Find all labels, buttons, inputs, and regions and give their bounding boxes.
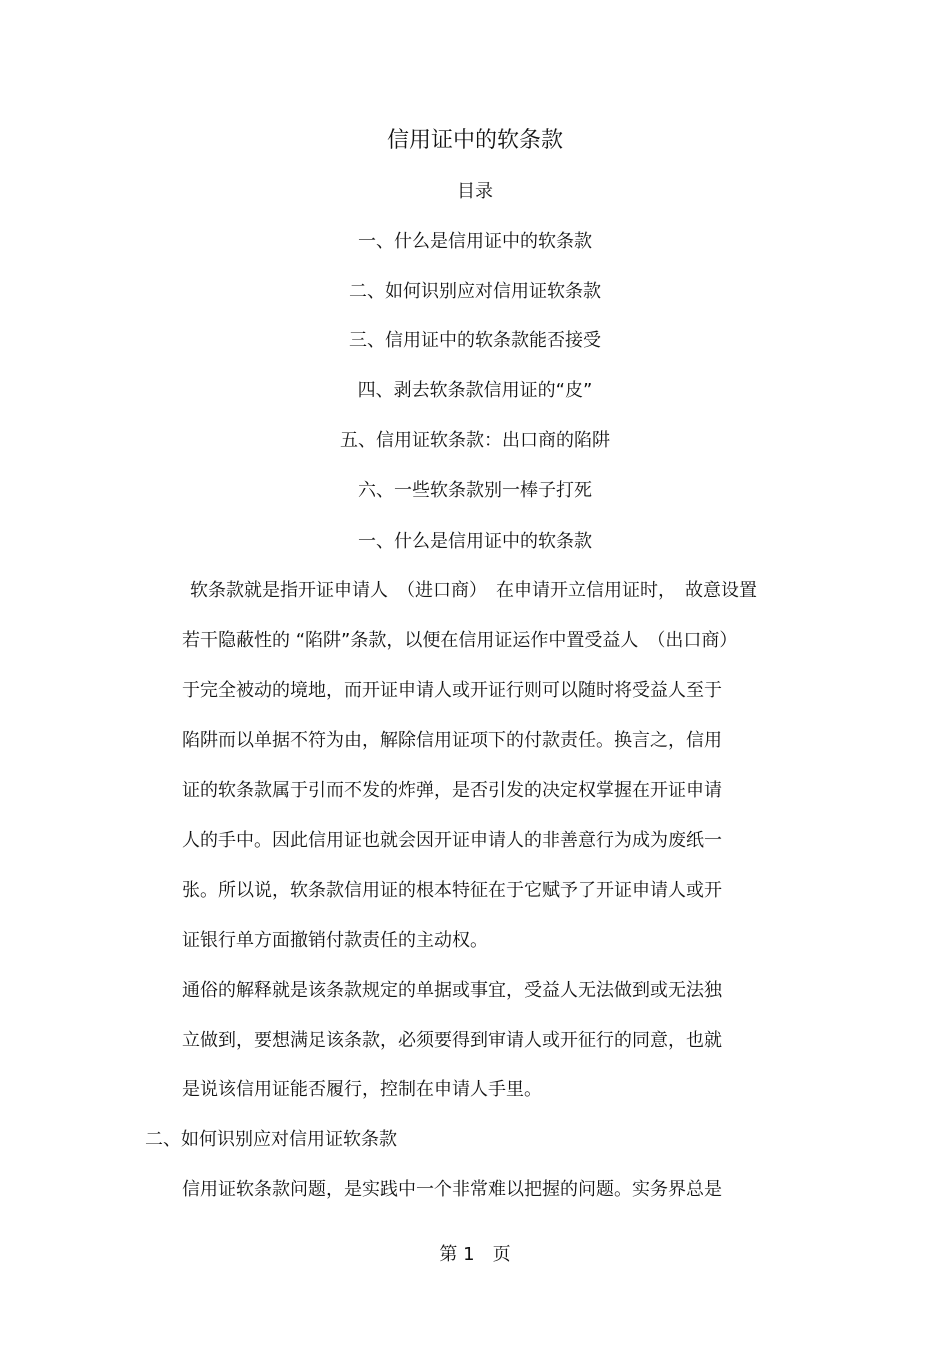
- toc-item-3: 三、信用证中的软条款能否接受: [349, 330, 601, 351]
- document-title: 信用证中的软条款: [386, 128, 563, 153]
- paragraph-1-line-1: 软条款就是指开证申请人 （进口商） 在申请开立信用证时， 故意设置: [190, 580, 757, 601]
- toc-heading: 目录: [457, 181, 493, 202]
- toc-item-2: 二、如何识别应对信用证软条款: [349, 281, 601, 302]
- section-2-heading: 二、如何识别应对信用证软条款: [145, 1129, 397, 1150]
- toc-item-4: 四、剥去软条款信用证的“皮”: [357, 380, 593, 401]
- section-1-heading: 一、什么是信用证中的软条款: [358, 531, 592, 552]
- paragraph-1-line-4: 陷阱而以单据不符为由，解除信用证项下的付款责任。换言之，信用: [182, 730, 722, 751]
- paragraph-1-line-2: 若干隐蔽性的 “陷阱”条款，以便在信用证运作中置受益人 （出口商）: [182, 630, 738, 651]
- page-number-footer: 第 1 页: [439, 1244, 511, 1265]
- paragraph-1-line-7: 张。所以说，软条款信用证的根本特征在于它赋予了开证申请人或开: [182, 880, 722, 901]
- paragraph-2-line-3: 是说该信用证能否履行，控制在申请人手里。: [182, 1079, 542, 1100]
- paragraph-1-line-8: 证银行单方面撤销付款责任的主动权。: [182, 930, 488, 951]
- toc-item-1: 一、什么是信用证中的软条款: [358, 231, 592, 252]
- paragraph-1-line-5: 证的软条款属于引而不发的炸弹，是否引发的决定权掌握在开证申请: [182, 780, 722, 801]
- toc-item-6: 六、一些软条款别一棒子打死: [358, 480, 592, 501]
- paragraph-2-line-2: 立做到，要想满足该条款，必须要得到审请人或开征行的同意，也就: [182, 1030, 722, 1051]
- paragraph-2-line-1: 通俗的解释就是该条款规定的单据或事宜，受益人无法做到或无法独: [182, 980, 722, 1001]
- paragraph-1-line-6: 人的手中。因此信用证也就会因开证申请人的非善意行为成为废纸一: [182, 830, 722, 851]
- paragraph-3-line-1: 信用证软条款问题，是实践中一个非常难以把握的问题。实务界总是: [182, 1179, 722, 1200]
- paragraph-1-line-3: 于完全被动的境地，而开证申请人或开证行则可以随时将受益人至于: [182, 680, 722, 701]
- toc-item-5: 五、信用证软条款：出口商的陷阱: [340, 430, 610, 451]
